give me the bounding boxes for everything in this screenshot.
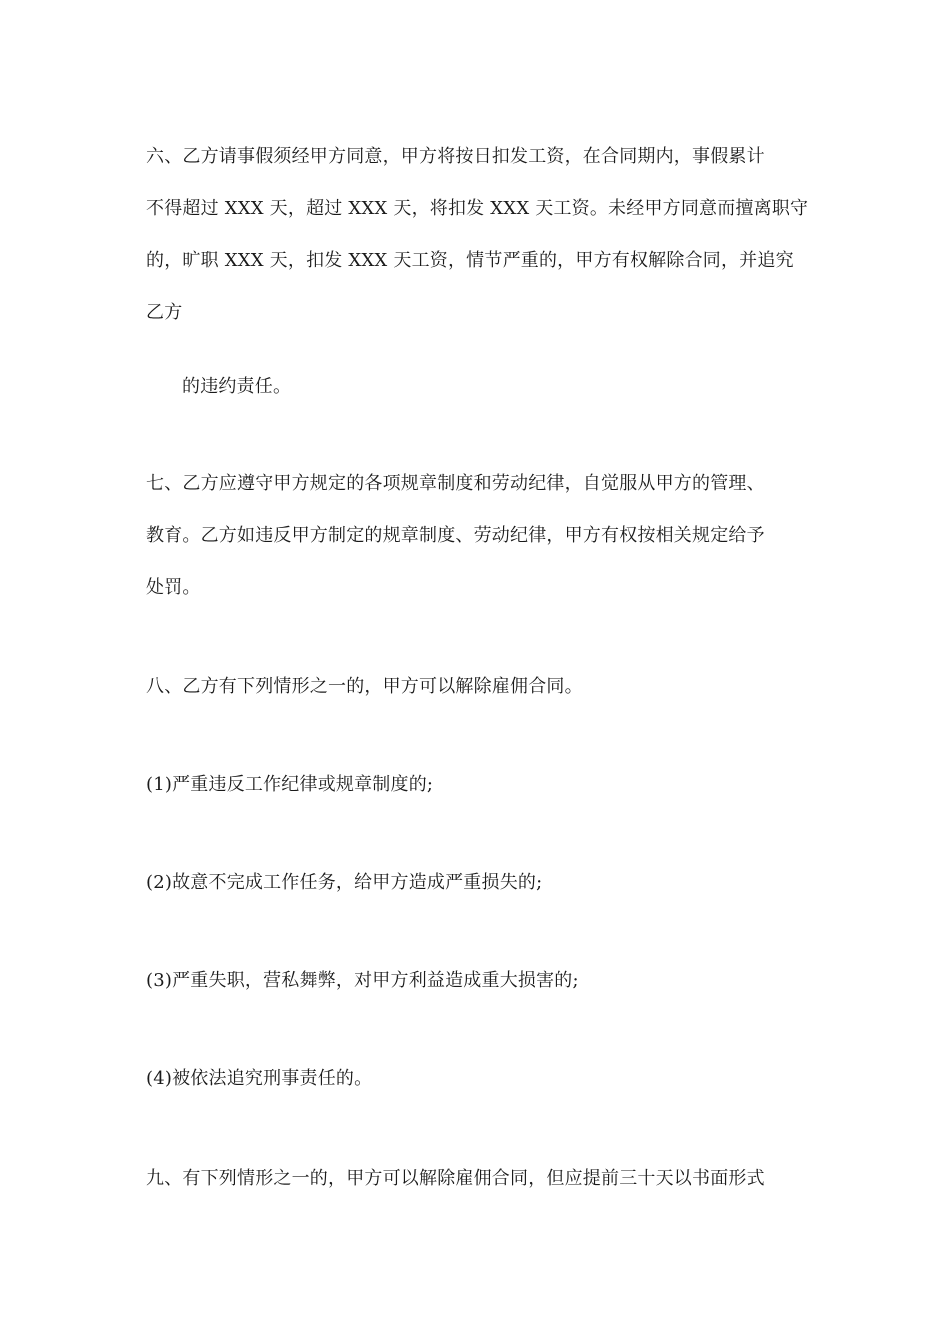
section-6-line-1: 六、乙方请事假须经甲方同意，甲方将按日扣发工资，在合同期内，事假累计: [146, 146, 765, 167]
section-6-line-3: 的，旷职 XXX 天，扣发 XXX 天工资，情节严重的，甲方有权解除合同，并追究: [146, 250, 794, 271]
section-8-item-3: (3)严重失职，营私舞弊，对甲方利益造成重大损害的;: [146, 970, 579, 991]
section-7-line-2: 教育。乙方如违反甲方制定的规章制度、劳动纪律，甲方有权按相关规定给予: [146, 525, 765, 546]
section-7-line-3: 处罚。: [146, 577, 201, 598]
section-8-item-1: (1)严重违反工作纪律或规章制度的;: [146, 774, 434, 795]
section-8-heading: 八、乙方有下列情形之一的，甲方可以解除雇佣合同。: [146, 676, 583, 697]
section-6-line-4: 乙方: [146, 302, 183, 323]
section-6-line-5: 的违约责任。: [182, 376, 292, 397]
section-7-line-1: 七、乙方应遵守甲方规定的各项规章制度和劳动纪律，自觉服从甲方的管理、: [146, 473, 765, 494]
section-8-item-4: (4)被依法追究刑事责任的。: [146, 1068, 373, 1089]
section-6-line-2: 不得超过 XXX 天，超过 XXX 天，将扣发 XXX 天工资。未经甲方同意而擅离职守: [146, 198, 809, 219]
section-8-item-2: (2)故意不完成工作任务，给甲方造成严重损失的;: [146, 872, 543, 893]
section-9-line-1: 九、有下列情形之一的，甲方可以解除雇佣合同，但应提前三十天以书面形式: [146, 1168, 765, 1189]
